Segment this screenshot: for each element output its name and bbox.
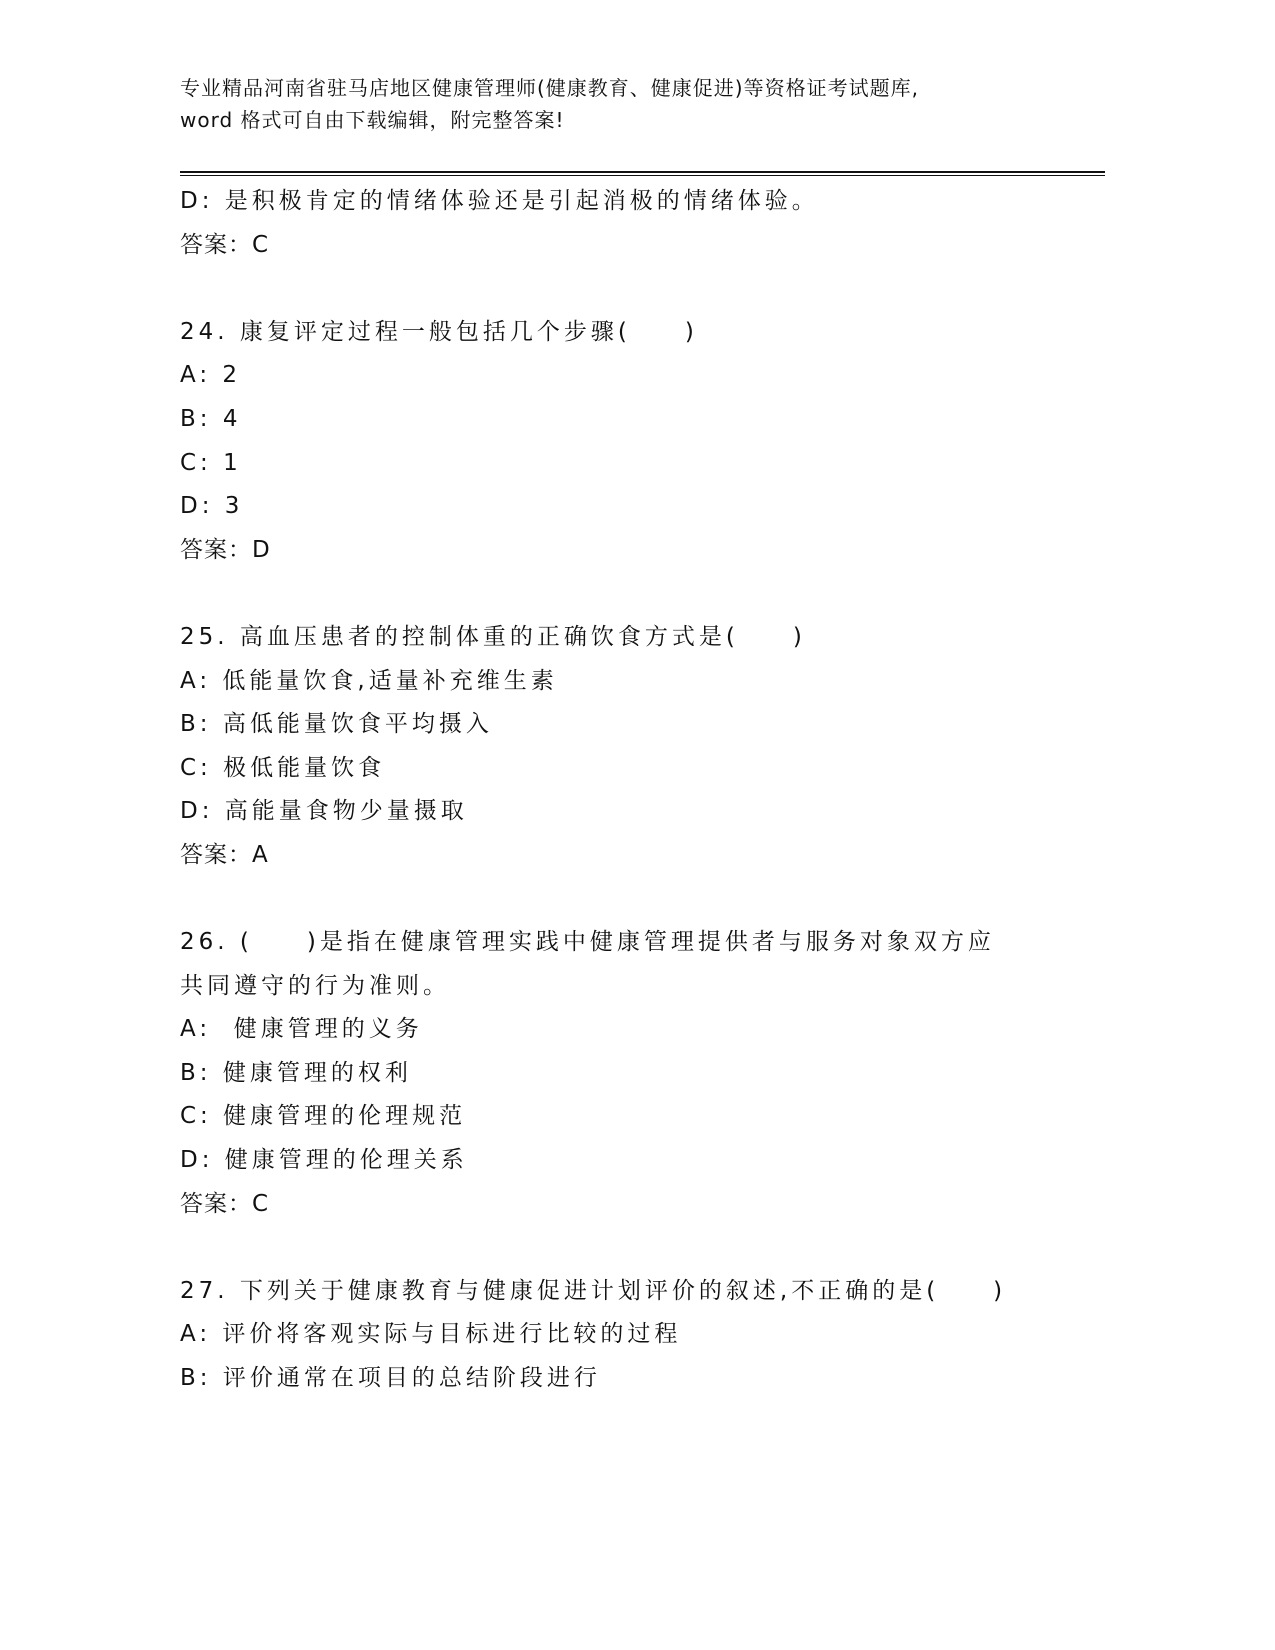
q24-stem: 24. 康复评定过程一般包括几个步骤( ) bbox=[180, 318, 698, 345]
q26-option-d: D: 健康管理的伦理关系 bbox=[180, 1147, 468, 1174]
q24-option-d: D: 3 bbox=[180, 493, 244, 520]
q24-answer: 答案：D bbox=[180, 536, 271, 563]
q25-option-a: A: 低能量饮食,适量补充维生素 bbox=[180, 667, 558, 694]
q23-option-d: D: 是积极肯定的情绪体验还是引起消极的情绪体验。 bbox=[180, 188, 819, 214]
question-list bbox=[180, 180, 1080, 1401]
document-header bbox=[180, 72, 1080, 136]
q24-option-b: B: 4 bbox=[180, 405, 242, 432]
q26-option-b: B: 健康管理的权利 bbox=[180, 1059, 412, 1086]
q24-option-c: C: 1 bbox=[180, 449, 242, 476]
q27-option-a: A: 评价将客观实际与目标进行比较的过程 bbox=[180, 1321, 682, 1348]
q26-answer: 答案：C bbox=[180, 1190, 270, 1217]
header-line-1: 专业精品河南省驻马店地区健康管理师(健康教育、健康促进)等资格证考试题库, bbox=[180, 76, 919, 100]
header-divider-top bbox=[180, 171, 1105, 173]
q23-answer: 答案：C bbox=[180, 231, 270, 258]
q24-option-a: A: 2 bbox=[180, 362, 242, 389]
q25-answer: 答案：A bbox=[180, 841, 269, 868]
header-line-2: word 格式可自由下载编辑，附完整答案! bbox=[180, 108, 565, 132]
q25-stem: 25. 高血压患者的控制体重的正确饮食方式是( ) bbox=[180, 623, 806, 650]
q26-stem-line-2: 共同遵守的行为准则。 bbox=[180, 972, 450, 999]
q25-option-c: C: 极低能量饮食 bbox=[180, 754, 386, 781]
q27-option-b: B: 评价通常在项目的总结阶段进行 bbox=[180, 1365, 601, 1392]
q27-stem: 27. 下列关于健康教育与健康促进计划评价的叙述,不正确的是( ) bbox=[180, 1277, 1007, 1304]
q26-option-c: C: 健康管理的伦理规范 bbox=[180, 1103, 467, 1130]
q26-stem-line-1: 26. ( )是指在健康管理实践中健康管理提供者与服务对象双方应 bbox=[180, 929, 995, 956]
q26-option-a: A: 健康管理的义务 bbox=[180, 1016, 423, 1043]
header-divider-bottom bbox=[180, 175, 1105, 176]
q25-option-d: D: 高能量食物少量摄取 bbox=[180, 798, 468, 825]
q25-option-b: B: 高低能量饮食平均摄入 bbox=[180, 711, 493, 738]
